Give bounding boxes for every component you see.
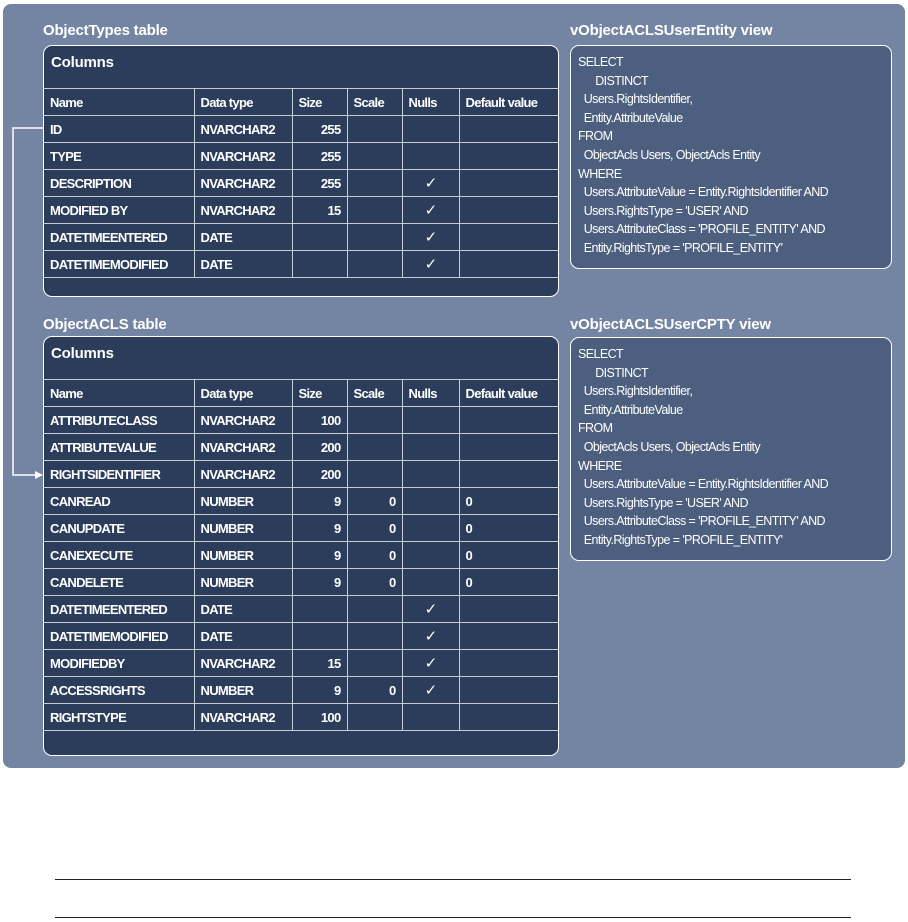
- cell-default: 0: [459, 488, 558, 515]
- column-header: Size: [292, 89, 347, 116]
- cell-type: DATE: [194, 623, 292, 650]
- view-user-entity-sql: SELECT DISTINCT Users.RightsIdentifier, Entity.AttributeValue FROM ObjectAcls Users, ObjectAcls Entity WHERE Users.AttributeValue = Entity.RightsIdentifier AND Users.RightsType = 'USER' AND Users.AttributeClass = 'PROFILE_ENTITY' AND Entity.RightsType = 'PROFILE_ENTITY': [578, 55, 829, 255]
- cell-size: 15: [292, 650, 347, 677]
- cell-default: 0: [459, 542, 558, 569]
- cell-default: 0: [459, 569, 558, 596]
- cell-type: NVARCHAR2: [194, 434, 292, 461]
- column-header: Data type: [194, 380, 292, 407]
- objectacls-columns-label: Columns: [51, 345, 114, 362]
- cell-size: 15: [292, 197, 347, 224]
- column-header: Default value: [459, 89, 558, 116]
- column-header: Name: [44, 380, 194, 407]
- column-header: Data type: [194, 89, 292, 116]
- cell-type: NVARCHAR2: [194, 197, 292, 224]
- cell-nulls: ✓: [402, 596, 459, 623]
- view-user-entity-title: vObjectACLSUserEntity view: [570, 22, 773, 39]
- cell-type: NVARCHAR2: [194, 704, 292, 731]
- cell-type: NVARCHAR2: [194, 407, 292, 434]
- cell-scale: 0: [347, 677, 402, 704]
- rule-line-bottom: [55, 917, 851, 918]
- connector-line: [13, 128, 43, 475]
- column-header: Nulls: [402, 380, 459, 407]
- cell-scale: 0: [347, 488, 402, 515]
- cell-type: NVARCHAR2: [194, 461, 292, 488]
- diagram-panel: [3, 4, 905, 768]
- cell-name: RIGHTSIDENTIFIER: [44, 461, 194, 488]
- cell-size: 200: [292, 434, 347, 461]
- cell-nulls: ✓: [402, 650, 459, 677]
- cell-name: DATETIMEENTERED: [44, 596, 194, 623]
- view-user-cpty-sql: SELECT DISTINCT Users.RightsIdentifier, Entity.AttributeValue FROM ObjectAcls Users, ObjectAcls Entity WHERE Users.AttributeValue = Entity.RightsIdentifier AND Users.RightsType = 'USER' AND Users.AttributeClass = 'PROFILE_ENTITY' AND Entity.RightsType = 'PROFILE_ENTITY': [578, 347, 829, 547]
- cell-name: DESCRIPTION: [44, 170, 194, 197]
- objectacls-title: ObjectACLS table: [43, 316, 167, 333]
- cell-name: DATETIMEENTERED: [44, 224, 194, 251]
- cell-name: ATTRIBUTECLASS: [44, 407, 194, 434]
- view-user-cpty-title: vObjectACLSUserCPTY view: [570, 316, 771, 333]
- cell-type: NUMBER: [194, 515, 292, 542]
- cell-scale: 0: [347, 515, 402, 542]
- cell-name: CANEXECUTE: [44, 542, 194, 569]
- cell-size: 100: [292, 407, 347, 434]
- cell-name: MODIFIED BY: [44, 197, 194, 224]
- objecttypes-columns-label: Columns: [51, 54, 114, 71]
- cell-size: 255: [292, 170, 347, 197]
- cell-scale: 0: [347, 542, 402, 569]
- cell-nulls: ✓: [402, 170, 459, 197]
- cell-name: DATETIMEMODIFIED: [44, 623, 194, 650]
- cell-size: 9: [292, 515, 347, 542]
- cell-name: CANUPDATE: [44, 515, 194, 542]
- cell-size: 255: [292, 143, 347, 170]
- cell-type: NVARCHAR2: [194, 650, 292, 677]
- cell-size: 9: [292, 488, 347, 515]
- cell-type: NVARCHAR2: [194, 143, 292, 170]
- relationship-connector: [3, 4, 905, 768]
- cell-size: 9: [292, 569, 347, 596]
- cell-type: NVARCHAR2: [194, 116, 292, 143]
- cell-size: 9: [292, 542, 347, 569]
- cell-name: RIGHTSTYPE: [44, 704, 194, 731]
- cell-type: NUMBER: [194, 542, 292, 569]
- objecttypes-title: ObjectTypes table: [43, 22, 168, 39]
- cell-nulls: ✓: [402, 677, 459, 704]
- cell-nulls: ✓: [402, 251, 459, 278]
- cell-default: 0: [459, 515, 558, 542]
- cell-size: 200: [292, 461, 347, 488]
- cell-name: CANDELETE: [44, 569, 194, 596]
- cell-type: NUMBER: [194, 677, 292, 704]
- column-header: Default value: [459, 380, 558, 407]
- cell-name: CANREAD: [44, 488, 194, 515]
- cell-name: TYPE: [44, 143, 194, 170]
- cell-type: DATE: [194, 224, 292, 251]
- cell-scale: 0: [347, 569, 402, 596]
- column-header: Scale: [347, 89, 402, 116]
- cell-type: DATE: [194, 596, 292, 623]
- rule-line-top: [55, 879, 851, 880]
- column-header: Size: [292, 380, 347, 407]
- column-header: Name: [44, 89, 194, 116]
- cell-type: NUMBER: [194, 488, 292, 515]
- cell-type: NUMBER: [194, 569, 292, 596]
- cell-name: ID: [44, 116, 194, 143]
- cell-name: ATTRIBUTEVALUE: [44, 434, 194, 461]
- cell-size: 9: [292, 677, 347, 704]
- cell-nulls: ✓: [402, 623, 459, 650]
- cell-name: ACCESSRIGHTS: [44, 677, 194, 704]
- cell-size: 255: [292, 116, 347, 143]
- cell-nulls: ✓: [402, 224, 459, 251]
- cell-type: DATE: [194, 251, 292, 278]
- column-header: Scale: [347, 380, 402, 407]
- cell-name: DATETIMEMODIFIED: [44, 251, 194, 278]
- cell-name: MODIFIEDBY: [44, 650, 194, 677]
- cell-size: 100: [292, 704, 347, 731]
- connector-arrowhead: [35, 471, 43, 479]
- cell-nulls: ✓: [402, 197, 459, 224]
- column-header: Nulls: [402, 89, 459, 116]
- cell-type: NVARCHAR2: [194, 170, 292, 197]
